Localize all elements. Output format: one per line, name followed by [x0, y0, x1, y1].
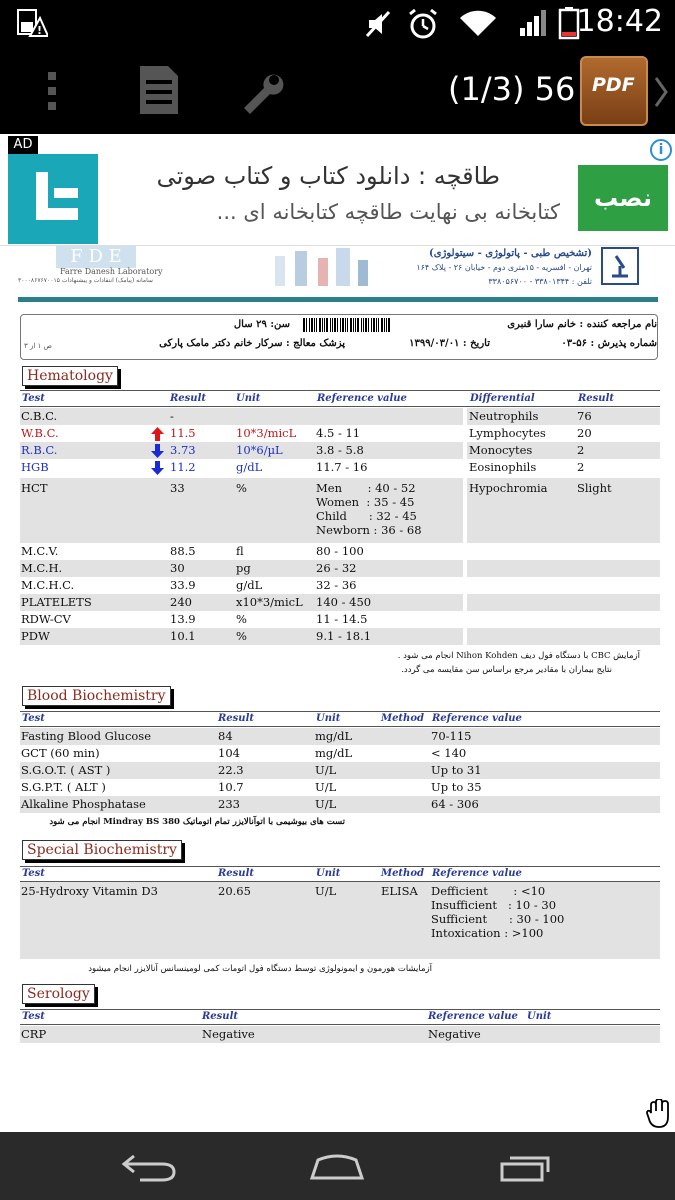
table-row	[20, 628, 463, 645]
age-row	[200, 319, 290, 330]
lab-name-fa: (تشخیص طبی - پاتولوژی - سیتولوژی)	[428, 248, 592, 259]
diff-row-empty	[467, 628, 660, 645]
diff-row	[467, 442, 660, 459]
doctor-row	[140, 338, 345, 349]
special-bio-note: آزمایشات هورمون و ایمونولوژی توسط دستگاه فول اتومات کمی لومینسانس آنالایزر انجام میشود	[88, 964, 432, 974]
table-row	[20, 408, 463, 425]
test-name: C.B.C.	[21, 409, 58, 423]
test-ref: 11.7 - 16	[316, 460, 368, 474]
hematology-rule	[20, 390, 660, 391]
test-unit: 10*6/µL	[236, 443, 283, 457]
referrer-row	[440, 319, 657, 330]
test-result: 11.2	[170, 460, 196, 474]
test-result: 11.5	[170, 426, 196, 440]
pdf-page[interactable]	[0, 246, 675, 1132]
test-unit: fl	[236, 544, 244, 558]
test-ref: 4.5 - 11	[316, 426, 361, 440]
barcode	[302, 318, 394, 332]
table-row	[20, 762, 660, 779]
test-result: 10.1	[170, 629, 196, 643]
ad-info-icon[interactable]: i	[650, 139, 672, 161]
recent-apps-icon[interactable]	[498, 1152, 552, 1182]
diff-header-name: Differential	[470, 393, 535, 404]
age-label: سن:	[270, 319, 290, 330]
test-ref-line: Child : 32 - 45	[316, 509, 417, 523]
ad-subtitle[interactable]: کتابخانه بی نهایت طاقچه کتابخانه ای ...	[216, 200, 560, 224]
test-result: 84	[218, 729, 233, 743]
test-ref-line: Men : 40 - 52	[316, 481, 416, 495]
warning-icon	[16, 8, 48, 38]
test-name: PLATELETS	[21, 595, 92, 609]
table-row	[20, 594, 463, 611]
diff-name: Hypochromia	[469, 481, 548, 495]
page-number: ص ۱ از ۳	[24, 342, 53, 350]
test-name: GCT (60 min)	[21, 746, 100, 760]
test-ref: Negative	[428, 1027, 481, 1041]
diff-value: Slight	[577, 481, 612, 495]
sero-header-ref: Reference value	[428, 1011, 518, 1022]
test-name: CRP	[21, 1027, 47, 1041]
admission-value: ۵۶-۰۳	[561, 338, 588, 349]
test-unit: 10*3/micL	[236, 426, 297, 440]
lab-microscope-logo-icon	[600, 246, 640, 286]
hema-header-unit: Unit	[236, 393, 261, 404]
test-result: 33.9	[170, 578, 196, 592]
bio-header-ref: Reference value	[432, 713, 522, 724]
test-unit: %	[236, 629, 247, 643]
diff-value: 20	[577, 426, 592, 440]
table-row	[20, 745, 660, 762]
blood-bio-note: تست های بیوشیمی با اتوآنالایزر تمام اتوماتیک Mindray BS 380 انجام می شود	[49, 817, 345, 827]
test-ref: 64 - 306	[431, 797, 479, 811]
home-icon[interactable]	[308, 1152, 366, 1180]
document-icon[interactable]	[138, 64, 180, 116]
ad-title[interactable]: طاقچه : دانلود کتاب و کتاب صوتی	[156, 162, 500, 190]
table-row	[20, 425, 463, 442]
test-name: Alkaline Phosphatase	[21, 797, 146, 811]
test-ref-line: Sufficient : 30 - 100	[431, 912, 565, 926]
hema-header-rule	[20, 406, 660, 407]
ad-install-button[interactable]: نصب	[578, 165, 668, 231]
test-ref-line: Newborn : 36 - 68	[316, 523, 422, 537]
test-result: 104	[218, 746, 240, 760]
table-row	[20, 779, 660, 796]
test-ref-line: Insufficient : 10 - 30	[431, 898, 557, 912]
diff-value: 2	[577, 460, 585, 474]
test-ref-line: Defficient : <10	[431, 884, 546, 898]
table-row	[20, 478, 463, 543]
test-ref: 80 - 100	[316, 544, 364, 558]
test-name: M.C.V.	[21, 544, 59, 558]
test-unit: U/L	[315, 884, 337, 898]
sbio-header-ref: Reference value	[432, 868, 522, 879]
diff-name: Neutrophils	[469, 409, 539, 423]
clock: 18:42	[576, 4, 663, 39]
pdf-label: PDF	[592, 74, 635, 96]
test-result: 233	[218, 797, 240, 811]
referrer-label: نام مراجعه کننده :	[579, 319, 657, 330]
diff-row-empty	[467, 560, 660, 577]
table-row	[20, 796, 660, 813]
hema-header-result: Result	[170, 393, 206, 404]
toolbar	[0, 48, 675, 134]
lab-name-en: Farre Danesh Laboratory	[60, 267, 163, 276]
wrench-icon[interactable]	[236, 66, 286, 116]
sbio-header-method: Method	[381, 868, 424, 879]
section-title-special-biochemistry: Special Biochemistry	[22, 840, 182, 860]
blood-bio-rule	[20, 711, 660, 712]
lab-glassware-image	[270, 246, 385, 291]
date-label: تاریخ :	[462, 338, 490, 349]
admission-label: شماره پذیرش :	[590, 338, 657, 349]
test-unit: pg	[236, 561, 251, 575]
test-result: -	[170, 409, 174, 423]
test-name: PDW	[21, 629, 50, 643]
taaghche-logo-icon	[8, 154, 98, 244]
diff-row	[467, 478, 660, 543]
hematology-note-1: آزمایش CBC با دستگاه فول دیف Nihon Kohden انجام می شود .	[397, 651, 640, 661]
table-row	[20, 1026, 660, 1043]
test-unit: %	[236, 612, 247, 626]
test-name: HCT	[21, 481, 48, 495]
sbio-header-unit: Unit	[316, 868, 341, 879]
bio-header-unit: Unit	[316, 713, 341, 724]
test-name: Fasting Blood Glucose	[21, 729, 152, 743]
test-ref: Up to 35	[431, 780, 482, 794]
sero-header-rule	[20, 1024, 660, 1025]
test-name: RDW-CV	[21, 612, 71, 626]
test-unit: x10*3/micL	[236, 595, 303, 609]
bio-header-result: Result	[218, 713, 254, 724]
table-row	[20, 560, 463, 577]
hand-cursor-icon[interactable]	[645, 1099, 673, 1129]
test-ref: 3.8 - 5.8	[316, 443, 364, 457]
chevron-right-icon[interactable]	[652, 76, 670, 108]
diff-row-empty	[467, 594, 660, 611]
ad-banner[interactable]	[0, 134, 675, 246]
section-title-blood-biochemistry: Blood Biochemistry	[22, 686, 171, 706]
test-unit: mg/dL	[315, 746, 353, 760]
test-name: M.C.H.	[21, 561, 63, 575]
serology-rule	[20, 1009, 660, 1010]
hematology-note-2: نتایج بیماران با مقادیر مرجع براساس سن مقایسه می گردد.	[401, 665, 612, 675]
table-row	[20, 882, 660, 959]
test-ref: 9.1 - 18.1	[316, 629, 372, 643]
test-result: 20.65	[218, 884, 251, 898]
test-ref-line: Women : 35 - 45	[316, 495, 415, 509]
diff-value: 76	[577, 409, 592, 423]
test-result: 22.3	[218, 763, 244, 777]
test-result: 3.73	[170, 443, 196, 457]
section-title-hematology: Hematology	[22, 366, 118, 386]
status-bar	[0, 0, 675, 48]
mute-icon	[365, 10, 391, 38]
sbio-header-result: Result	[218, 868, 254, 879]
test-method: ELISA	[381, 884, 418, 898]
test-unit: mg/dL	[315, 729, 353, 743]
svg-text:!: !	[37, 24, 43, 37]
test-unit: g/dL	[236, 460, 263, 474]
test-result: 30	[170, 561, 185, 575]
diff-row	[467, 408, 660, 425]
arrow-down-icon	[151, 444, 164, 458]
arrow-down-icon	[151, 461, 164, 475]
table-row	[20, 543, 463, 560]
test-ref: 26 - 32	[316, 561, 357, 575]
page-indicator: (1/3) 56	[448, 70, 576, 108]
lab-phone: تلفن : ۳۳۸۰۱۳۴۴ - ۳۳۸۰۵۶۷۰۰	[488, 277, 592, 286]
test-ref: < 140	[431, 746, 467, 760]
test-result: Negative	[202, 1027, 255, 1041]
test-result: 10.7	[218, 780, 244, 794]
bio-header-test: Test	[22, 713, 45, 724]
hema-header-ref: Reference value	[317, 393, 407, 404]
sero-header-result: Result	[202, 1011, 238, 1022]
date-value: ۱۳۹۹/۰۳/۰۱	[409, 338, 460, 349]
pdf-app-icon[interactable]	[580, 56, 648, 126]
diff-row	[467, 459, 660, 476]
test-unit: %	[236, 481, 247, 495]
ad-logo[interactable]	[8, 154, 98, 244]
test-ref: 32 - 36	[316, 578, 357, 592]
diff-name: Monocytes	[469, 443, 533, 457]
sero-header-unit: Unit	[527, 1011, 552, 1022]
special-bio-rule	[20, 866, 660, 867]
test-ref: 11 - 14.5	[316, 612, 368, 626]
diff-value: 2	[577, 443, 585, 457]
test-result: 13.9	[170, 612, 196, 626]
test-unit: U/L	[315, 797, 337, 811]
hema-header-test: Test	[22, 393, 45, 404]
table-row	[20, 459, 463, 476]
overflow-menu-icon[interactable]	[44, 70, 60, 112]
test-name: S.G.O.T. ( AST )	[21, 763, 111, 777]
test-name: S.G.P.T. ( ALT )	[21, 780, 106, 794]
arrow-up-icon	[151, 427, 164, 441]
test-ref-line: Intoxication : >100	[431, 926, 544, 940]
test-unit: g/dL	[236, 578, 263, 592]
test-ref: 140 - 450	[316, 595, 372, 609]
table-row	[20, 728, 660, 745]
bio-header-rule	[20, 726, 660, 727]
lab-address: تهران - افسریه - ۱۵متری دوم - خیابان ۲۶ - پلاک ۱۶۴	[416, 263, 592, 272]
lab-logo-en: F D E	[56, 246, 136, 268]
test-result: 240	[170, 595, 192, 609]
ad-tag: AD	[8, 136, 38, 154]
table-row	[20, 442, 463, 459]
doctor-name: سرکار خانم دکتر مامک پارکی	[159, 338, 283, 349]
header-divider	[18, 297, 658, 302]
test-name: HGB	[21, 460, 49, 474]
test-name: W.B.C.	[21, 426, 59, 440]
bio-header-method: Method	[381, 713, 424, 724]
test-name: 25-Hydroxy Vitamin D3	[21, 884, 158, 898]
test-name: R.B.C.	[21, 443, 58, 457]
doctor-label: پزشک معالج :	[285, 338, 345, 349]
diff-header-result: Result	[578, 393, 614, 404]
test-unit: U/L	[315, 763, 337, 777]
test-ref: Up to 31	[431, 763, 482, 777]
table-row	[20, 611, 463, 628]
diff-name: Eosinophils	[469, 460, 537, 474]
table-row	[20, 577, 463, 594]
referrer-name: خانم سارا قنبری	[507, 319, 577, 330]
sero-header-test: Test	[22, 1011, 45, 1022]
test-result: 33	[170, 481, 185, 495]
date-row	[350, 338, 490, 349]
section-title-serology: Serology	[22, 984, 95, 1004]
sbio-header-test: Test	[22, 868, 45, 879]
diff-row	[467, 425, 660, 442]
lab-sms: سامانه (پیامک) انتقادات و پیشنهادات ۳۰۰۰۸۶۷۶۷۰۰۱۵	[18, 277, 153, 284]
navigation-bar	[0, 1132, 675, 1200]
wifi-icon	[458, 10, 498, 38]
signal-icon	[518, 8, 548, 38]
test-result: 88.5	[170, 544, 196, 558]
age-value: ۲۹ سال	[233, 319, 267, 330]
diff-name: Lymphocytes	[469, 426, 546, 440]
back-icon[interactable]	[120, 1152, 178, 1182]
test-ref: 70-115	[431, 729, 472, 743]
test-unit: U/L	[315, 780, 337, 794]
test-name: M.C.H.C.	[21, 578, 75, 592]
alarm-icon	[407, 8, 439, 40]
